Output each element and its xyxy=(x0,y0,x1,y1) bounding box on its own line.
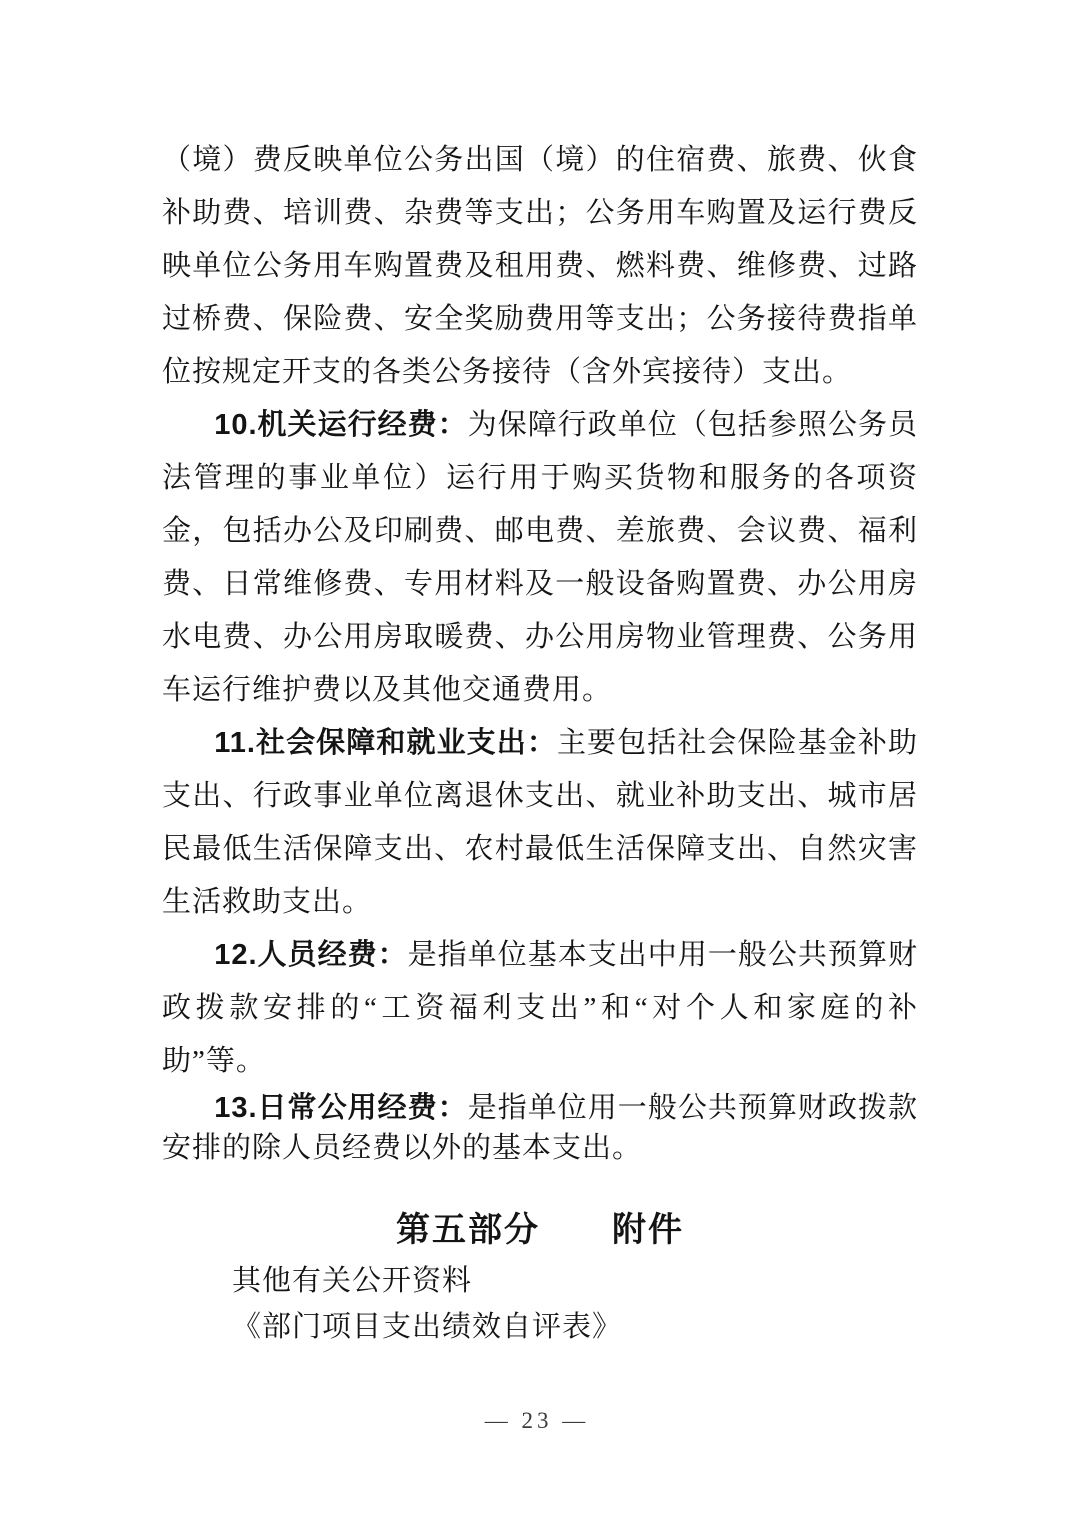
paragraph-item-13 xyxy=(162,1088,918,1168)
paragraph-item-11 xyxy=(162,717,918,929)
attachment-line: 其他有关公开资料 xyxy=(232,1265,473,1297)
document-text-block xyxy=(162,134,918,1350)
paragraph-lead: 11.社会保障和就业支出： xyxy=(214,727,557,759)
attachment-list xyxy=(162,1258,918,1350)
section-heading: 第五部分 附件 xyxy=(396,1211,684,1249)
paragraph-text: 是指单位用一般公共预算财政拨款安排的除人员经费以外的基本支出。 xyxy=(162,1092,918,1164)
paragraph-item-10 xyxy=(162,399,918,717)
paragraph-text: （境）费反映单位公务出国（境）的住宿费、旅费、伙食补助费、培训费、杂费等支出；公务用车购置及运行费反映单位公务用车购置费及租用费、燃料费、维修费、过路过桥费、保险费、安全奖励费用等支出；公务接待费指单位按规定开支的各类公务接待（含外宾接待）支出。 xyxy=(162,144,918,388)
paragraph-lead: 13.日常公用经费： xyxy=(214,1092,468,1124)
paragraph-item-12 xyxy=(162,929,918,1088)
paragraph-continuation xyxy=(162,134,918,399)
paragraph-lead: 12.人员经费： xyxy=(214,939,408,971)
paragraph-lead: 10.机关运行经费： xyxy=(214,409,468,441)
attachment-line: 《部门项目支出绩效自评表》 xyxy=(232,1311,623,1343)
page-number: — 23 — xyxy=(484,1408,590,1433)
paragraph-text: 为保障行政单位（包括参照公务员法管理的事业单位）运行用于购买货物和服务的各项资金，包括办公及印刷费、邮电费、差旅费、会议费、福利费、日常维修费、专用材料及一般设备购置费、办公用房水电费、办公用房取暖费、办公用房物业管理费、公务用车运行维护费以及其他交通费用。 xyxy=(162,409,918,706)
paragraph-text: 是指单位基本支出中用一般公共预算财政拨款安排的“工资福利支出”和“对个人和家庭的补助”等。 xyxy=(162,939,918,1077)
paragraph-text: 主要包括社会保险基金补助支出、行政事业单位离退休支出、就业补助支出、城市居民最低生活保障支出、农村最低生活保障支出、自然灾害生活救助支出。 xyxy=(162,727,918,918)
